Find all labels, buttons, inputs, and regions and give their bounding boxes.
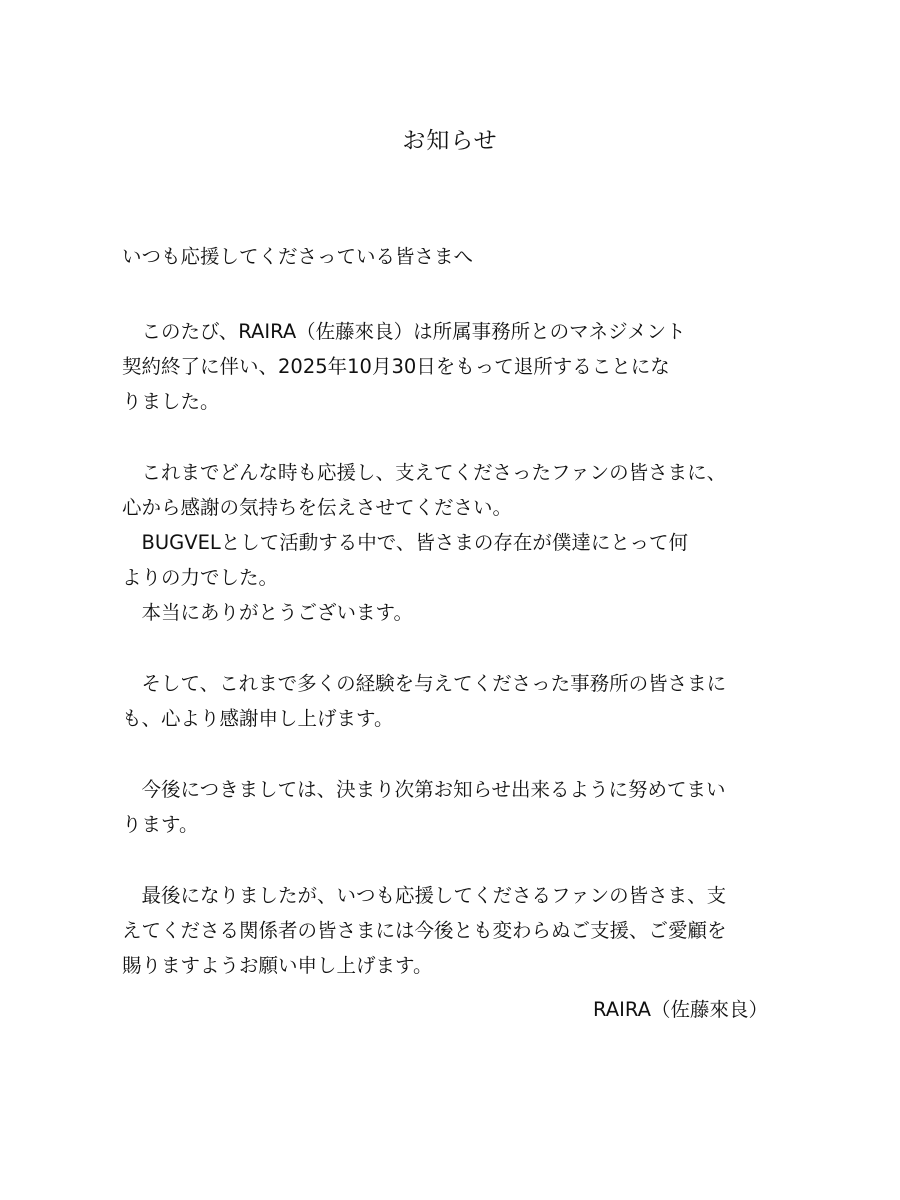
paragraph-line: 契約終了に伴い、2025年10月30日をもって退所することにな: [122, 355, 670, 378]
paragraph-line: これまでどんな時も応援し、支えてくださったファンの皆さまに、: [122, 461, 727, 484]
paragraph-spacer: [122, 630, 782, 666]
paragraph-spacer: [122, 419, 782, 455]
paragraph-1: [122, 314, 782, 419]
paragraph-line: ります。: [122, 813, 199, 836]
paragraph-line: BUGVELとして活動する中で、皆さまの存在が僕達にとって何: [122, 531, 689, 554]
paragraph-spacer: [122, 842, 782, 878]
paragraph-5: [122, 878, 782, 983]
paragraph-4: [122, 772, 782, 842]
greeting-line: いつも応援してくださっている皆さまへ: [122, 245, 474, 268]
paragraph-line: 賜りますようお願い申し上げます。: [122, 954, 433, 977]
paragraph-line: 本当にありがとうございます。: [122, 601, 413, 624]
paragraph-line: そして、これまで多くの経験を与えてくださった事務所の皆さまに: [122, 672, 727, 695]
paragraph-line: 今後につきましては、決まり次第お知らせ出来るように努めてまい: [122, 778, 726, 801]
paragraph-spacer: [122, 736, 782, 772]
paragraph-line: よりの力でした。: [122, 566, 279, 589]
document-title: お知らせ: [402, 128, 498, 154]
paragraph-line: このたび、RAIRA（佐藤來良）は所属事務所とのマネジメント: [122, 320, 686, 343]
paragraph-line: 最後になりましたが、いつも応援してくださるファンの皆さま、支: [122, 884, 727, 907]
paragraph-line: 心から感謝の気持ちを伝えさせてください。: [122, 496, 513, 519]
paragraph-line: えてくださる関係者の皆さまには今後とも変わらぬご支援、ご愛顧を: [122, 919, 727, 942]
signature: RAIRA（佐藤來良）: [593, 998, 768, 1021]
paragraph-3: [122, 666, 782, 736]
document-body: [122, 314, 782, 983]
paragraph-2: [122, 455, 782, 630]
paragraph-line: も、心より感謝申し上げます。: [122, 707, 394, 730]
paragraph-line: りました。: [122, 390, 220, 413]
